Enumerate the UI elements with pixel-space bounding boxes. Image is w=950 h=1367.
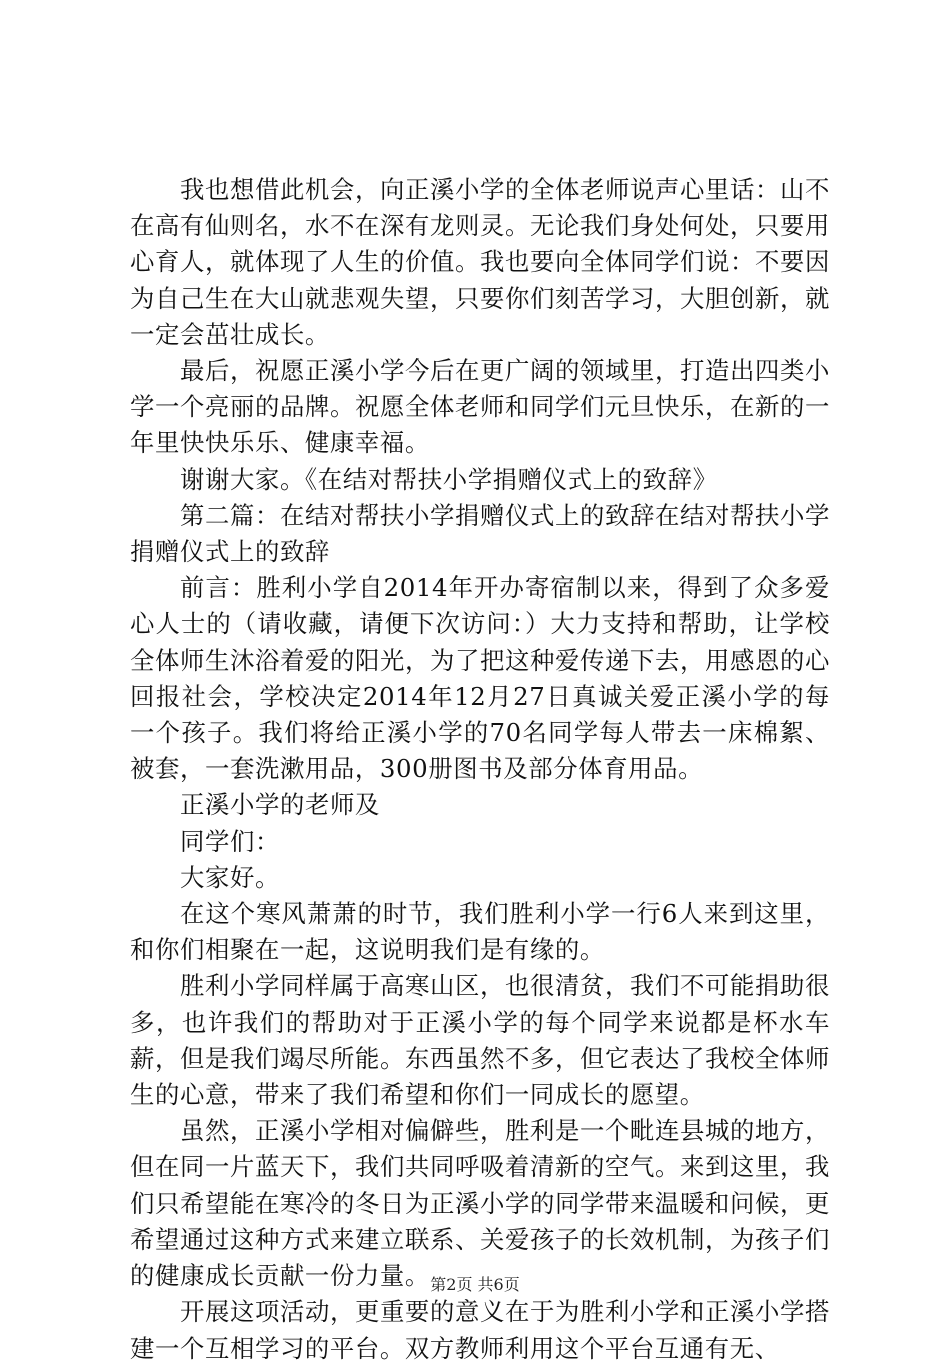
greeting: 大家好。 [180,862,280,892]
paragraph: 我也想借此机会，向正溪小学的全体老师说声心里话：山不在高有仙则名，水不在深有龙则灵。无论我们身处何处，只要用心育人，就体现了人生的价值。我也要向全体同学们说：不要因为自己生在大山就悲观失望，只要你们刻苦学习，大胆创新，就一定会茁壮成长。 [130,175,830,349]
paragraph: 前言：胜利小学自2014年开办寄宿制以来，得到了众多爱心人士的（请收藏，请便下次访问：）大力支持和帮助，让学校全体师生沐浴着爱的阳光，为了把这种爱传递下去，用感恩的心回报社会，学校决定2014年12月27日真诚关爱正溪小学的每一个孩子。我们将给正溪小学的70名同学每人带去一床棉絮、被套，一套洗漱用品，300册图书及部分体育用品。 [130,573,830,784]
section-heading: 第二篇：在结对帮扶小学捐赠仪式上的致辞在结对帮扶小学捐赠仪式上的致辞 [130,500,830,567]
salutation-line: 正溪小学的老师及 [180,790,380,820]
paragraph: 在这个寒风萧萧的时节，我们胜利小学一行6人来到这里，和你们相聚在一起，这说明我们是有缘的。 [130,899,830,965]
paragraph: 虽然，正溪小学相对偏僻些，胜利是一个毗连县城的地方，但在同一片蓝天下，我们共同呼吸着清新的空气。来到这里，我们只希望能在寒冷的冬日为正溪小学的同学带来温暖和问候，更希望通过这种方式来建立联系、关爱孩子的长效机制，为孩子们的健康成长贡献一份力量。 [130,1116,830,1291]
salutation-line: 同学们： [180,826,280,856]
document-body [130,172,830,1367]
paragraph: 胜利小学同样属于高寒山区，也很清贫，我们不可能捐助很多，也许我们的帮助对于正溪小学的每个同学来说都是杯水车薪，但是我们竭尽所能。东西虽然不多，但它表达了我校全体师生的心意，带来了我们希望和你们一同成长的愿望。 [130,971,830,1110]
paragraph: 最后，祝愿正溪小学今后在更广阔的领域里，打造出四类小学一个亮丽的品牌。祝愿全体老师和同学们元旦快乐，在新的一年里快快乐乐、健康幸福。 [130,356,830,458]
page-number-footer: 第2页 共6页 [430,1275,520,1294]
paragraph: 开展这项活动，更重要的意义在于为胜利小学和正溪小学搭建一个互相学习的平台。双方教师利用这个平台互通有无、 [130,1297,830,1363]
paragraph: 谢谢大家。《在结对帮扶小学捐赠仪式上的致辞》 [180,464,718,494]
